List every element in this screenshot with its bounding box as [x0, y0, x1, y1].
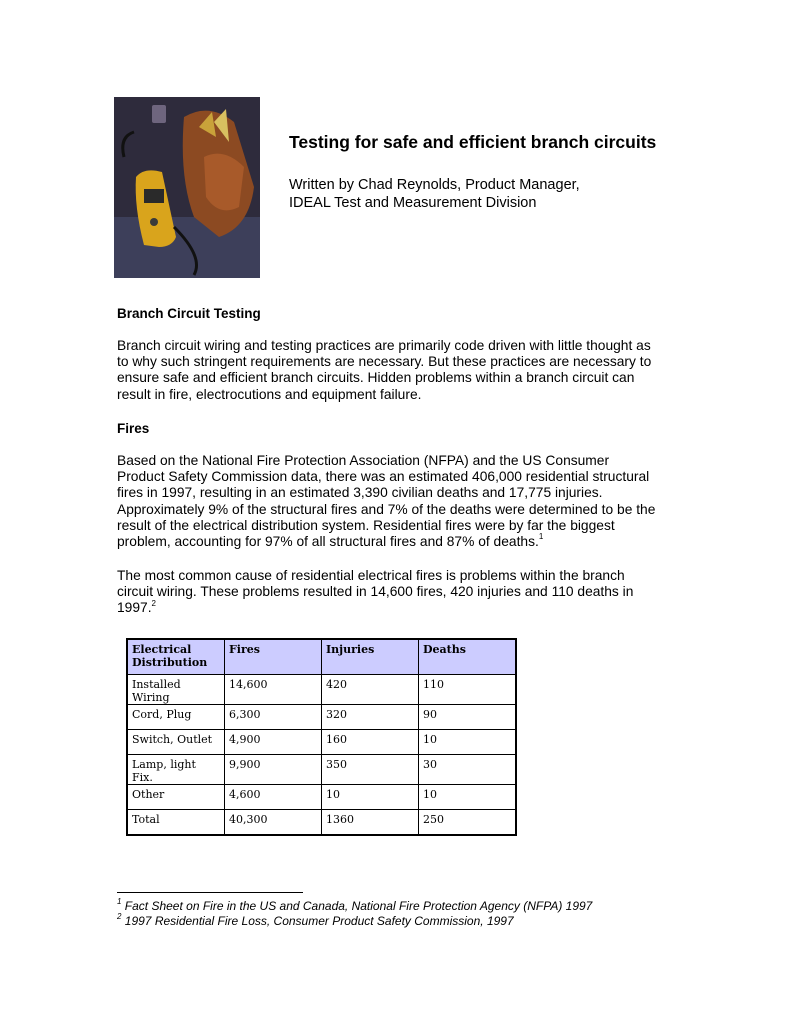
- table-cell: 160: [322, 730, 419, 755]
- table-cell: 10: [419, 730, 517, 755]
- text-line: to why such stringent requirements are necessary. But these practices are necessary to: [117, 354, 652, 370]
- table-cell: Lamp, light Fix.: [127, 755, 225, 785]
- footnote-ref-2[interactable]: 2: [151, 598, 156, 608]
- byline: [289, 176, 580, 212]
- text-line: fires in 1997, resulting in an estimated 3,390 civilian deaths and 17,775 injuries.: [117, 485, 603, 501]
- text-line: ensure safe and efficient branch circuits. Hidden problems within a branch circuit can: [117, 370, 635, 386]
- text-line: circuit wiring. These problems resulted in 14,600 fires, 420 injuries and 110 deaths in: [117, 584, 634, 600]
- circuit-tester-illustration: [114, 97, 260, 278]
- text-line: result of the electrical distribution system. Residential fires were by far the biggest: [117, 517, 615, 533]
- table-cell: Switch, Outlet: [127, 730, 225, 755]
- footnote-text: 1997 Residential Fire Loss, Consumer Product Safety Commission, 1997: [121, 914, 514, 928]
- table-header-row: [127, 639, 516, 675]
- footnote-ref-1[interactable]: 1: [538, 532, 544, 542]
- table-cell: 6,300: [225, 705, 322, 730]
- table-cell: 320: [322, 705, 419, 730]
- footnote-text: Fact Sheet on Fire in the US and Canada, National Fire Protection Agency (NFPA) 1997: [121, 899, 593, 913]
- column-header-fires: Fires: [225, 639, 322, 675]
- table-cell: 10: [419, 785, 517, 810]
- table-row: [127, 730, 516, 755]
- column-header-injuries: Injuries: [322, 639, 419, 675]
- footnote-number: 1: [117, 897, 122, 906]
- table-cell: 420: [322, 675, 419, 705]
- table-cell: 90: [419, 705, 517, 730]
- table-cell: 4,600: [225, 785, 322, 810]
- footnote-divider: [117, 892, 303, 893]
- byline-author: Written by Chad Reynolds, Product Manager,: [289, 177, 580, 193]
- table-cell: 9,900: [225, 755, 322, 785]
- text-line: Branch circuit wiring and testing practices are primarily code driven with little thought as: [117, 338, 651, 353]
- footnotes: [117, 899, 592, 929]
- text-line: Approximately 9% of the structural fires and 7% of the deaths were determined to be the: [117, 501, 656, 517]
- circuit-tester-photo: [114, 97, 260, 278]
- table-cell: Total: [127, 810, 225, 836]
- byline-division: IDEAL Test and Measurement Division: [289, 195, 537, 211]
- table-cell: 1360: [322, 810, 419, 836]
- table-cell: 4,900: [225, 730, 322, 755]
- text-line: The most common cause of residential electrical fires is problems within the branch: [117, 568, 625, 583]
- footnote-1: [117, 899, 592, 914]
- table-cell: 10: [322, 785, 419, 810]
- paragraph-fire-statistics: [117, 453, 687, 550]
- text-line: 1997.: [117, 600, 152, 616]
- paragraph-branch-wiring-fires: [117, 568, 687, 617]
- table-row: [127, 675, 516, 705]
- table-cell: 350: [322, 755, 419, 785]
- table-cell: Other: [127, 785, 225, 810]
- text-line: problem, accounting for 97% of all structural fires and 87% of deaths.: [117, 534, 539, 550]
- table-row: [127, 755, 516, 785]
- table-cell: 110: [419, 675, 517, 705]
- footnote-2: [117, 914, 592, 929]
- table-row-total: [127, 810, 516, 836]
- footnote-number: 2: [117, 912, 122, 921]
- table-cell: 14,600: [225, 675, 322, 705]
- table-cell: 250: [419, 810, 517, 836]
- table-row: [127, 785, 516, 810]
- text-line: Based on the National Fire Protection Association (NFPA) and the US Consumer: [117, 453, 610, 468]
- paragraph-branch-circuit-intro: [117, 338, 687, 403]
- page-title: Testing for safe and efficient branch circuits: [289, 132, 657, 152]
- column-header-electrical-distribution: Electrical Distribution: [127, 639, 225, 675]
- table-row: [127, 705, 516, 730]
- section-heading-branch-circuit-testing: Branch Circuit Testing: [117, 306, 261, 321]
- table-cell: 30: [419, 755, 517, 785]
- table-cell: Cord, Plug: [127, 705, 225, 730]
- column-header-deaths: Deaths: [419, 639, 517, 675]
- electrical-fires-table: [126, 638, 517, 836]
- section-heading-fires: Fires: [117, 421, 150, 436]
- table-cell: Installed Wiring: [127, 675, 225, 705]
- text-line: Product Safety Commission data, there was an estimated 406,000 residential structural: [117, 469, 650, 485]
- table-cell: 40,300: [225, 810, 322, 836]
- text-line: result in fire, electrocutions and equipment failure.: [117, 386, 422, 402]
